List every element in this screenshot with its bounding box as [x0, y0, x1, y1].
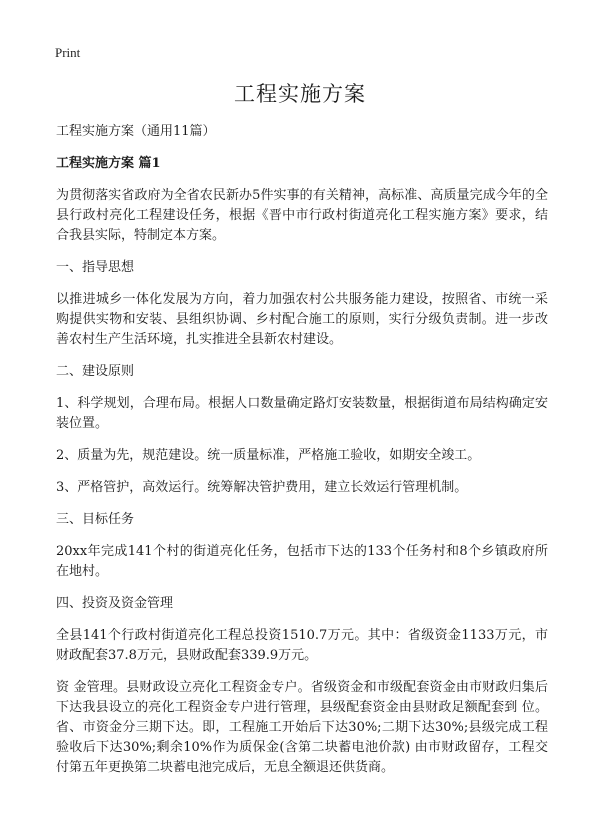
paragraph-fund-management: 资 金管理。县财政设立亮化工程资金专户。省级资金和市级配套资金由市财政归集后下达我县设立的亮化工程资金专户进行管理，县级配套资金由县财政足额配套到 位。省、市资金分三期下达。即，工程施工开始后下达30%;二期下达30%;县级完成工程验收后下达30%;剩余10%作为质保金(含第二块蓄电池价款) 由市财政留存，工程交付第五年更换第二块蓄电池完成后，无息全额退还供货商。	[56, 680, 548, 775]
intro-paragraph: 为贯彻落实省政府为全省农民新办5件实事的有关精神，高标准、高质量完成今年的全县行政村亮化工程建设任务，根据《晋中市行政村街道亮化工程实施方案》要求，结合我县实际，特制定本方案。	[56, 188, 548, 243]
heading-targets: 三、目标任务	[56, 512, 135, 527]
print-link[interactable]: Print	[55, 45, 81, 60]
paragraph-principle-2: 2、质量为先，规范建设。统一质量标准，严格施工验收，如期安全竣工。	[56, 448, 481, 463]
page-title: 工程实施方案	[234, 82, 366, 106]
heading-investment: 四、投资及资金管理	[56, 596, 174, 611]
section-heading: 工程实施方案 篇1	[56, 156, 161, 171]
document-body	[56, 122, 548, 790]
paragraph-principle-3: 3、严格管护，高效运行。统筹解决管护费用，建立长效运行管理机制。	[56, 480, 468, 495]
heading-construction-principles: 二、建设原则	[56, 364, 135, 379]
paragraph-guiding-ideology: 以推进城乡一体化发展为方向，着力加强农村公共服务能力建设，按照省、市统一采购提供实物和安装、县组织协调、乡村配合施工的原则，实行分级负责制。进一步改善农村生产生活环境，扎实推进全县新农村建设。	[56, 292, 548, 347]
heading-guiding-ideology: 一、指导思想	[56, 260, 135, 275]
paragraph-targets: 20xx年完成141个村的街道亮化任务，包括市下达的133个任务村和8个乡镇政府所在地村。	[56, 544, 548, 579]
paragraph-principle-1: 1、科学规划，合理布局。根据人口数量确定路灯安装数量，根据街道布局结构确定安装位置。	[56, 396, 548, 431]
document-subtitle: 工程实施方案（通用11篇）	[56, 124, 216, 139]
paragraph-investment-total: 全县141个行政村街道亮化工程总投资1510.7万元。其中：省级资金1133万元，市财政配套37.8万元，县财政配套339.9万元。	[56, 628, 548, 663]
